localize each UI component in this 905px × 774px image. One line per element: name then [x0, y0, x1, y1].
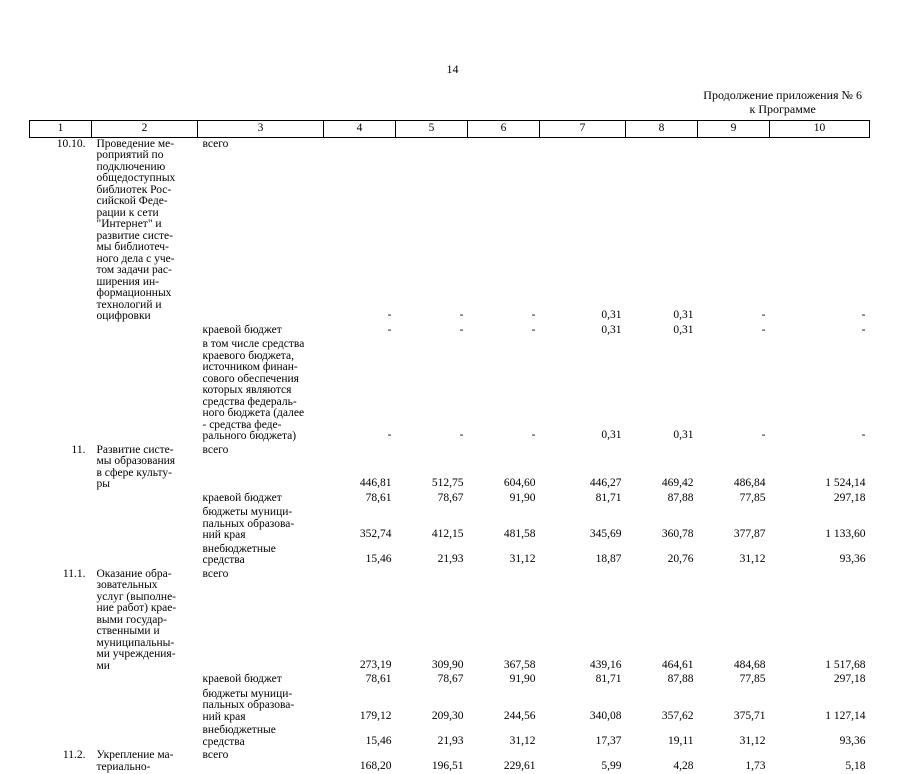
header-cell: 4	[324, 121, 396, 138]
header-cell: 7	[540, 121, 626, 138]
value-cell: 0,31	[673, 309, 694, 321]
value-cell: -	[761, 429, 766, 441]
value-cell: 77,85	[739, 491, 766, 504]
value-cell: 15,46	[365, 734, 392, 747]
table-row	[30, 324, 870, 339]
table-row	[30, 338, 870, 444]
value-cell: 469,42	[661, 477, 694, 489]
value-cell: 91,90	[509, 673, 536, 685]
value-cell: 78,61	[365, 491, 392, 504]
header-row	[30, 121, 870, 138]
table-row	[30, 724, 870, 749]
value-cell: 4,28	[673, 759, 694, 772]
value-cell: -	[459, 309, 464, 321]
value-cell: 31,12	[739, 734, 766, 747]
row-code: 11.	[71, 443, 86, 456]
funding-source: краевой бюджет	[202, 323, 282, 336]
value-cell: 0,31	[601, 309, 622, 321]
table-row	[30, 749, 870, 774]
continuation-line-1: Продолжение приложения № 6	[703, 88, 862, 102]
value-cell: 446,81	[359, 477, 392, 489]
value-cell: 0,31	[601, 323, 622, 336]
header-cell: 8	[626, 121, 698, 138]
value-cell: 340,08	[589, 709, 622, 722]
value-cell: -	[861, 429, 866, 441]
row-code	[30, 492, 92, 507]
value-cell: 78,67	[437, 491, 464, 504]
value-cell: 18,87	[595, 553, 622, 565]
value-cell: 93,36	[839, 553, 866, 565]
value-cell: 31,12	[509, 553, 536, 565]
table-row	[30, 444, 870, 492]
value-cell: 19,11	[668, 734, 694, 747]
header-cell: 3	[198, 121, 324, 138]
value-cell: 21,93	[437, 734, 464, 747]
value-cell: 0,31	[601, 429, 622, 441]
value-cell: 93,36	[839, 734, 866, 747]
row-code	[30, 324, 92, 339]
table-row	[30, 673, 870, 688]
table-body	[30, 137, 870, 774]
value-cell: -	[861, 323, 866, 336]
row-code	[30, 338, 92, 444]
header-cell: 6	[468, 121, 540, 138]
value-cell: 484,68	[733, 658, 766, 671]
row-code: 11.2.	[62, 749, 86, 761]
budget-table	[29, 120, 870, 774]
table-row	[30, 568, 870, 674]
value-cell: 360,78	[661, 528, 694, 540]
value-cell: 604,60	[503, 477, 536, 489]
value-cell: 78,61	[365, 673, 392, 685]
row-code	[30, 673, 92, 688]
value-cell: -	[531, 309, 536, 321]
value-cell: 464,61	[661, 658, 694, 671]
header-cell: 9	[698, 121, 770, 138]
row-code	[30, 543, 92, 568]
header-cell: 5	[396, 121, 468, 138]
value-cell: -	[531, 429, 536, 441]
row-name	[92, 724, 198, 749]
value-cell: 244,56	[503, 709, 536, 722]
row-name	[92, 673, 198, 688]
funding-source: в том числе средства краевого бюджета, источником финан- сового обеспечения которых являются средства федераль- ного бюджета (далее - средства феде- рального бюджета)	[202, 338, 305, 442]
value-cell: -	[761, 323, 766, 336]
row-name: Укрепление ма- териально-	[96, 749, 174, 773]
value-cell: 209,30	[431, 709, 464, 722]
value-cell: -	[387, 323, 392, 336]
value-cell: 345,69	[589, 528, 622, 540]
row-name: Проведение ме- роприятий по подключению общедоступных библиотек Рос- сийской Феде- рации к сети "Интернет" и развитие систе- мы библиотеч- ного дела с уче- том задачи рас- ширения ин- формационных технологий и оцифровки	[96, 137, 176, 322]
row-name	[92, 506, 198, 543]
funding-source: бюджеты муници- пальных образова- ний края	[202, 506, 295, 541]
value-cell: 273,19	[359, 658, 392, 671]
row-name	[92, 338, 198, 444]
funding-source: всего	[202, 443, 229, 456]
value-cell: 367,58	[503, 658, 536, 671]
row-code	[30, 688, 92, 725]
row-name	[92, 543, 198, 568]
value-cell: 377,87	[733, 528, 766, 540]
value-cell: -	[861, 309, 866, 321]
row-name	[92, 492, 198, 507]
value-cell: 5,18	[845, 759, 866, 772]
funding-source: краевой бюджет	[202, 491, 282, 504]
value-cell: 31,12	[739, 553, 766, 565]
page-number: 14	[446, 62, 459, 76]
value-cell: 196,51	[431, 759, 464, 772]
value-cell: 1 524,14	[825, 477, 866, 489]
value-cell: 15,46	[365, 553, 392, 565]
value-cell: 1 517,68	[825, 658, 866, 671]
value-cell: 1,73	[745, 759, 766, 772]
value-cell: 87,88	[667, 673, 694, 685]
funding-source: краевой бюджет	[202, 673, 282, 685]
value-cell: 20,76	[667, 553, 694, 565]
row-code	[30, 724, 92, 749]
row-name: Оказание обра- зовательных услуг (выполне- ние работ) крае- выми государ- ственными и муниципальны- ми учреждения- ми	[96, 567, 177, 672]
value-cell: 446,27	[589, 477, 622, 489]
table-row	[30, 137, 870, 324]
value-cell: 481,58	[503, 528, 536, 540]
funding-source: всего	[202, 137, 229, 150]
value-cell: 375,71	[733, 709, 766, 722]
value-cell: -	[459, 323, 464, 336]
value-cell: 91,90	[509, 491, 536, 504]
value-cell: 21,93	[437, 553, 464, 565]
value-cell: 0,31	[673, 429, 694, 441]
value-cell: 1 127,14	[825, 709, 866, 722]
funding-source: бюджеты муници- пальных образова- ний края	[202, 687, 295, 723]
value-cell: 31,12	[509, 734, 536, 747]
value-cell: 309,90	[431, 658, 464, 671]
funding-source: внебюджетные средства	[202, 724, 276, 748]
header-cell: 2	[92, 121, 198, 138]
value-cell: 5,99	[601, 759, 622, 772]
value-cell: 81,71	[595, 491, 622, 504]
continuation-note	[703, 88, 862, 116]
value-cell: 229,61	[503, 759, 536, 772]
value-cell: 1 133,60	[825, 528, 866, 540]
value-cell: -	[459, 429, 464, 441]
value-cell: 297,18	[833, 673, 866, 685]
funding-source: внебюджетные средства	[202, 542, 276, 566]
header-cell: 10	[770, 121, 870, 138]
value-cell: 77,85	[739, 673, 766, 685]
value-cell: 439,16	[589, 658, 622, 671]
value-cell: 512,75	[431, 477, 464, 489]
table-row	[30, 492, 870, 507]
row-name	[92, 688, 198, 725]
row-code: 10.10.	[56, 137, 86, 150]
value-cell: 87,88	[667, 491, 694, 504]
value-cell: -	[761, 309, 766, 321]
value-cell: 0,31	[673, 323, 694, 336]
table-row	[30, 688, 870, 725]
row-code: 11.1.	[62, 567, 86, 580]
row-name: Развитие систе- мы образования в сфере культу- ры	[96, 443, 176, 490]
value-cell: 297,18	[833, 491, 866, 504]
value-cell: 81,71	[595, 673, 622, 685]
value-cell: 486,84	[733, 477, 766, 489]
value-cell: 352,74	[359, 528, 392, 540]
row-name	[92, 324, 198, 339]
value-cell: 17,37	[595, 734, 622, 747]
value-cell: 78,67	[437, 673, 464, 685]
table-row	[30, 543, 870, 568]
funding-source: всего	[202, 749, 229, 761]
continuation-line-2: к Программе	[749, 102, 816, 116]
value-cell: 412,15	[431, 528, 464, 540]
value-cell: 168,20	[359, 759, 392, 772]
value-cell: 179,12	[359, 709, 392, 722]
value-cell: -	[531, 323, 536, 336]
value-cell: -	[387, 429, 392, 441]
value-cell: -	[387, 309, 392, 321]
row-code	[30, 506, 92, 543]
table-row	[30, 506, 870, 543]
funding-source: всего	[202, 567, 229, 580]
value-cell: 357,62	[661, 709, 694, 722]
header-cell: 1	[30, 121, 92, 138]
